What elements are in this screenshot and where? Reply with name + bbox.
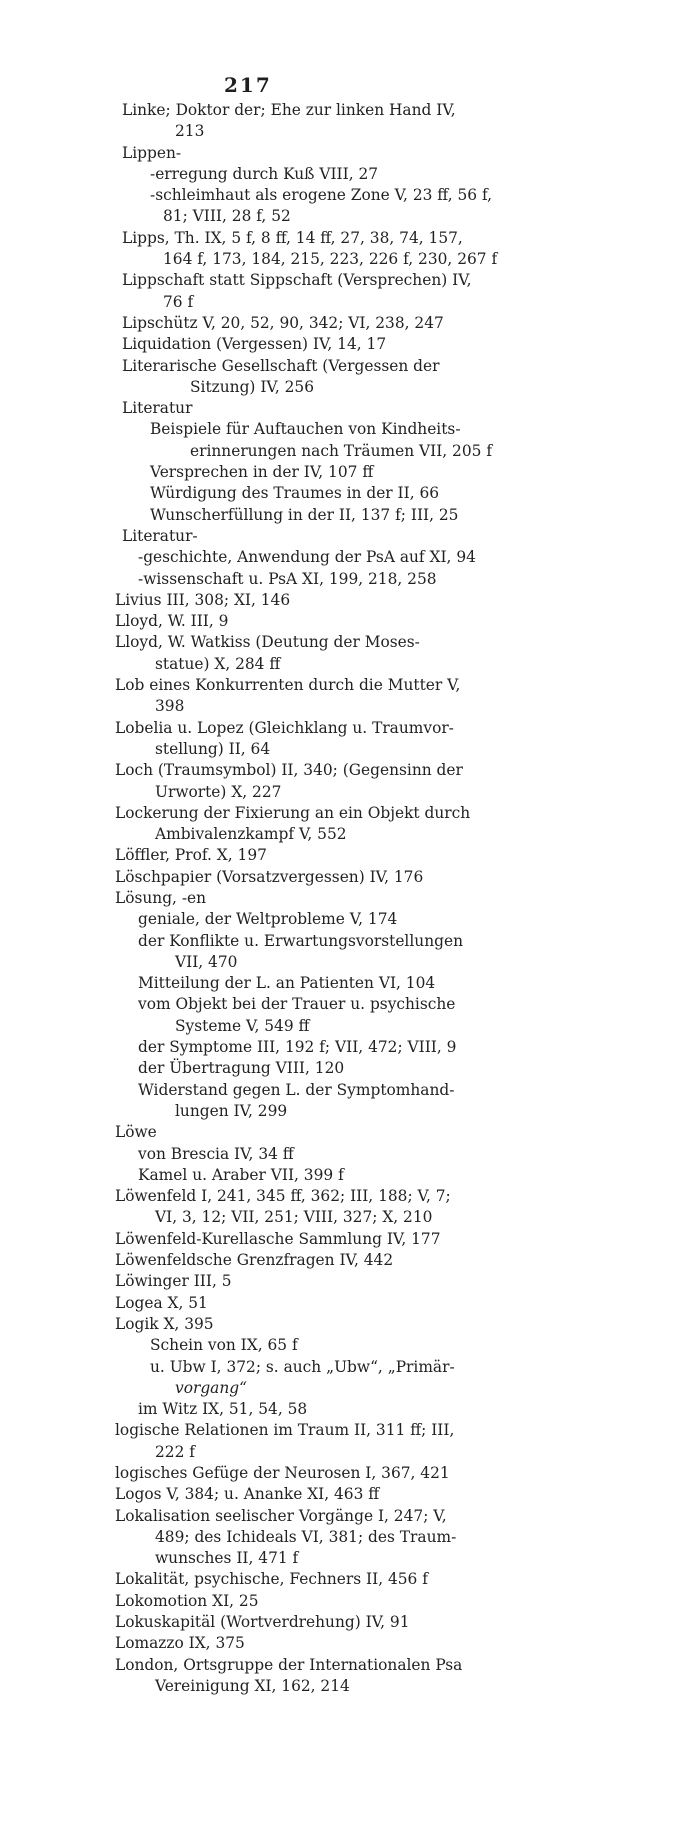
index-line: Lokalität, psychische, Fechners II, 456 f <box>115 1570 428 1589</box>
index-line: London, Ortsgruppe der Internationalen Psa <box>115 1655 463 1674</box>
index-line: Lob eines Konkurrenten durch die Mutter V, <box>115 676 461 695</box>
index-line: vom Objekt bei der Trauer u. psychische <box>138 995 456 1014</box>
index-line: Lobelia u. Lopez (Gleichklang u. Traumvor- <box>115 718 454 737</box>
page-number: 217 <box>224 73 272 97</box>
index-line: u. Ubw I, 372; s. auch „Ubw“, „Primär- <box>150 1357 455 1376</box>
index-line: Wunscherfüllung in der II, 137 f; III, 25 <box>150 505 459 524</box>
index-line: stellung) II, 64 <box>155 739 271 758</box>
index-line: Würdigung des Traumes in der II, 66 <box>150 484 440 503</box>
index-line: 213 <box>175 122 205 141</box>
index-line: Lokomotion XI, 25 <box>115 1591 259 1610</box>
index-line: Linke; Doktor der; Ehe zur linken Hand IV, <box>122 101 456 119</box>
index-line: 489; des Ichideals VI, 381; des Traum- <box>155 1527 457 1546</box>
index-line: Lösung, -en <box>115 888 207 907</box>
index-line: Literatur <box>122 399 193 418</box>
index-line: -erregung durch Kuß VIII, 27 <box>150 164 379 183</box>
index-line: der Konflikte u. Erwartungsvorstellungen <box>138 931 463 950</box>
index-line: Lokalisation seelischer Vorgänge I, 247; V, <box>115 1506 447 1525</box>
index-line: Lipps, Th. IX, 5 f, 8 ff, 14 ff, 27, 38, 74, 157, <box>122 228 463 247</box>
index-line: der Symptome III, 192 f; VII, 472; VIII, 9 <box>138 1038 457 1057</box>
index-line: Liquidation (Vergessen) IV, 14, 17 <box>122 335 387 354</box>
index-line: Beispiele für Auftauchen von Kindheits- <box>150 420 461 439</box>
index-line: statue) X, 284 ff <box>155 654 281 673</box>
index-line: Mitteilung der L. an Patienten VI, 104 <box>138 974 436 993</box>
index-line: Lloyd, W. Watkiss (Deutung der Moses- <box>115 633 420 652</box>
index-line: Literarische Gesellschaft (Vergessen der <box>122 356 440 375</box>
index-line: im Witz IX, 51, 54, 58 <box>138 1400 308 1419</box>
index-line: Löwenfeld-Kurellasche Sammlung IV, 177 <box>115 1229 441 1248</box>
index-line: Löwenfeld I, 241, 345 ff, 362; III, 188; V, 7; <box>115 1187 451 1206</box>
index-line: Lockerung der Fixierung an ein Objekt durch <box>115 803 471 822</box>
index-line: Literatur- <box>122 526 198 545</box>
index-line: 222 f <box>155 1442 195 1461</box>
index-line: Löffler, Prof. X, 197 <box>115 846 267 865</box>
index-line: Löwe <box>115 1123 157 1142</box>
index-line: Lloyd, W. III, 9 <box>115 612 229 631</box>
index-line: wunsches II, 471 f <box>155 1549 299 1568</box>
index-line: Livius III, 308; XI, 146 <box>115 590 291 609</box>
index-line: Lippen- <box>122 143 182 162</box>
index-line: logische Relationen im Traum II, 311 ff; III, <box>115 1421 455 1440</box>
index-line: Vereinigung XI, 162, 214 <box>155 1676 350 1695</box>
index-line: Löwenfeldsche Grenzfragen IV, 442 <box>115 1251 394 1270</box>
index-line: Logik X, 395 <box>115 1314 214 1333</box>
index-line: lungen IV, 299 <box>175 1101 288 1120</box>
index-line: -schleimhaut als erogene Zone V, 23 ff, 56 f, <box>150 186 492 205</box>
index-line: 81; VIII, 28 f, 52 <box>163 207 291 226</box>
index-line: von Brescia IV, 34 ff <box>138 1144 294 1163</box>
index-line: -geschichte, Anwendung der PsA auf XI, 94 <box>138 548 476 567</box>
index-line: Lokuskapitäl (Wortverdrehung) IV, 91 <box>115 1613 410 1632</box>
index-line: der Übertragung VIII, 120 <box>138 1059 345 1078</box>
index-line: Systeme V, 549 ff <box>175 1016 310 1035</box>
index-line: erinnerungen nach Träumen VII, 205 f <box>190 441 493 460</box>
index-line: Lippschaft statt Sippschaft (Versprechen) IV, <box>122 271 472 290</box>
index-line: geniale, der Weltprobleme V, 174 <box>138 910 398 929</box>
index-line: 76 f <box>163 292 194 311</box>
index-line: Löschpapier (Vorsatzvergessen) IV, 176 <box>115 867 424 886</box>
index-line: Ambivalenzkampf V, 552 <box>155 825 347 844</box>
index-line: Widerstand gegen L. der Symptomhand- <box>138 1080 455 1099</box>
index-line: Schein von IX, 65 f <box>150 1336 298 1355</box>
index-line: logisches Gefüge der Neurosen I, 367, 421 <box>115 1464 450 1482</box>
index-list <box>0 100 697 1697</box>
index-line: Lomazzo IX, 375 <box>115 1634 245 1653</box>
index-line: VII, 470 <box>175 952 238 971</box>
index-line: -wissenschaft u. PsA XI, 199, 218, 258 <box>138 569 437 588</box>
index-line: Logea X, 51 <box>115 1293 208 1312</box>
index-line: Kamel u. Araber VII, 399 f <box>138 1165 344 1184</box>
index-line: Versprechen in der IV, 107 ff <box>150 463 374 482</box>
index-line: Loch (Traumsymbol) II, 340; (Gegensinn der <box>115 761 463 780</box>
index-line: VI, 3, 12; VII, 251; VIII, 327; X, 210 <box>155 1208 433 1227</box>
index-line: Urworte) X, 227 <box>155 782 282 801</box>
index-line: Lipschütz V, 20, 52, 90, 342; VI, 238, 247 <box>122 313 444 332</box>
index-line: Löwinger III, 5 <box>115 1272 232 1291</box>
index-line: Sitzung) IV, 256 <box>190 377 314 396</box>
index-line: 164 f, 173, 184, 215, 223, 226 f, 230, 267 f <box>163 250 498 269</box>
index-line: Logos V, 384; u. Ananke XI, 463 ff <box>115 1485 380 1504</box>
index-line: 398 <box>155 697 185 716</box>
index-line: vorgang“ <box>175 1378 247 1397</box>
